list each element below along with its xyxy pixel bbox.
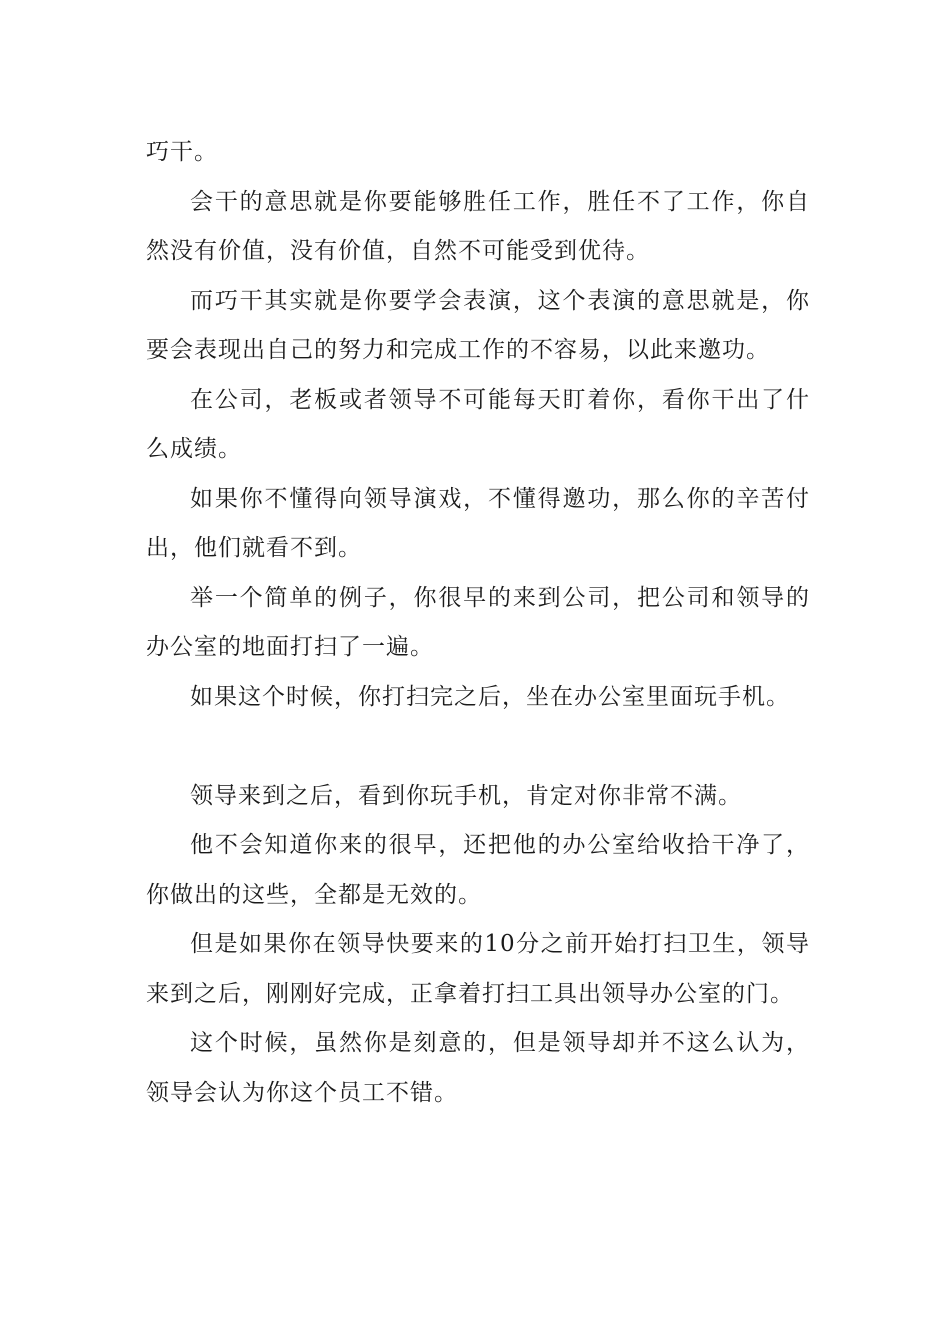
paragraph-gap [146,722,810,772]
paragraph-9: 他不会知道你来的很早，还把他的办公室给收拾干净了，你做出的这些，全都是无效的。 [146,832,810,908]
paragraph-8: 领导来到之后，看到你玩手机，肯定对你非常不满。 [190,782,742,809]
paragraph-10: 但是如果你在领导快要来的10分之前开始打扫卫生，领导来到之后，刚刚好完成，正拿着打扫工具出领导办公室的门。 [146,931,810,1007]
paragraph-3: 而巧干其实就是你要学会表演，这个表演的意思就是，你要会表现出自己的努力和完成工作的不容易，以此来邀功。 [146,287,810,363]
paragraph-5: 如果你不懂得向领导演戏，不懂得邀功，那么你的辛苦付出，他们就看不到。 [146,485,810,561]
paragraph-7: 如果这个时候，你打扫完之后，坐在办公室里面玩手机。 [190,683,790,710]
paragraph-4: 在公司，老板或者领导不可能每天盯着你，看你干出了什么成绩。 [146,386,810,462]
paragraph-2: 会干的意思就是你要能够胜任工作，胜任不了工作，你自然没有价值，没有价值，自然不可能受到优待。 [146,188,810,264]
paragraph-11: 这个时候，虽然你是刻意的，但是领导却并不这么认为，领导会认为你这个员工不错。 [146,1030,810,1106]
paragraph-1: 巧干。 [146,139,218,165]
paragraph-6: 举一个简单的例子，你很早的来到公司，把公司和领导的办公室的地面打扫了一遍。 [146,584,810,660]
document-body [146,128,810,1118]
